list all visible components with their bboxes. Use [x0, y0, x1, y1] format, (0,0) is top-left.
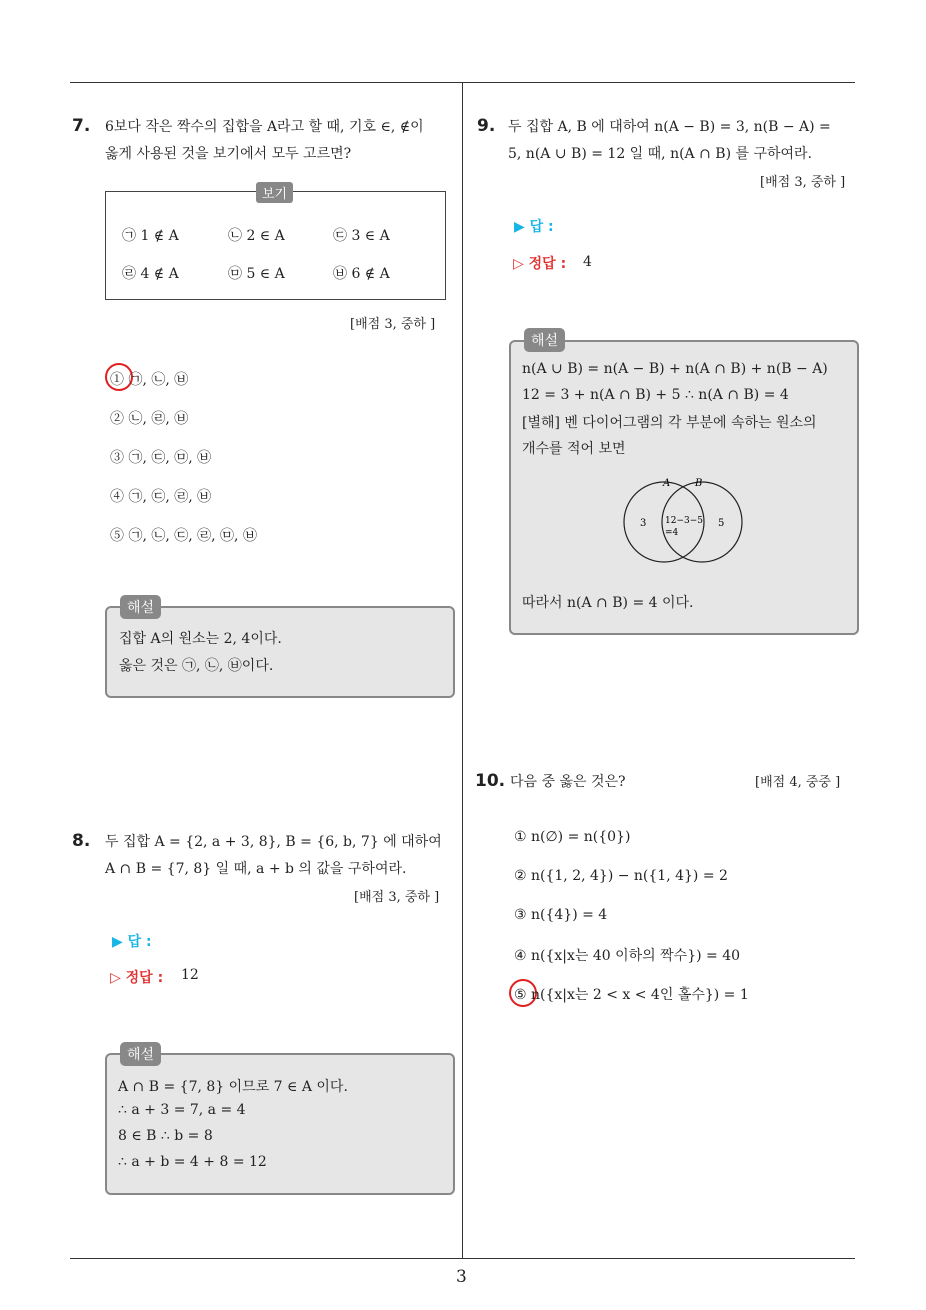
q9-text-line1: 두 집합 A, B 에 대하여 n(A − B) = 3, n(B − A) =: [508, 119, 831, 135]
q9-solution-line: 12 = 3 + n(A ∩ B) + 5 ∴ n(A ∩ B) = 4: [522, 387, 789, 403]
q9-answer-label: ▶ 답 :: [514, 219, 554, 235]
q8-text-line1: 두 집합 A = {2, a + 3, 8}, B = {6, b, 7} 에 대하여: [105, 834, 442, 850]
q7-example-item: ㉤ 5 ∈ A: [228, 266, 285, 282]
q8-text-line2: A ∩ B = {7, 8} 일 때, a + b 의 값을 구하여라.: [105, 861, 407, 877]
q9-score: [배점 3, 중하 ]: [760, 175, 846, 190]
q8-solution-line: ∴ a + 3 = 7, a = 4: [118, 1102, 246, 1118]
q7-example-item: ㉢ 3 ∈ A: [333, 228, 390, 244]
q7-text-line1: 6보다 작은 짝수의 집합을 A라고 할 때, 기호 ∈, ∉이: [105, 119, 424, 135]
q8-correct-label: ▷ 정답 :: [110, 970, 164, 986]
q9-conclusion: 따라서 n(A ∩ B) = 4 이다.: [522, 595, 694, 611]
q10-choice-1[interactable]: ① n(∅) = n({0}): [514, 829, 631, 845]
q7-choice-1[interactable]: ① ㉠, ㉡, ㉥: [110, 372, 189, 388]
q7-number: 7.: [72, 116, 91, 136]
q10-choice-4[interactable]: ④ n({x|x는 40 이하의 짝수}) = 40: [514, 948, 741, 964]
q7-choice-2[interactable]: ② ㉡, ㉣, ㉥: [110, 411, 189, 427]
q8-correct-value: 12: [181, 967, 199, 983]
q10-choice-5[interactable]: ⑤ n({x|x는 2 < x < 4인 홀수}) = 1: [514, 987, 749, 1003]
column-divider: [462, 83, 463, 1258]
q8-score: [배점 3, 중하 ]: [354, 890, 440, 905]
q10-number: 10.: [475, 771, 506, 791]
q7-solution-label: 해설: [120, 595, 161, 619]
venn-label-a: A: [663, 478, 671, 489]
q8-solution-label: 해설: [120, 1042, 161, 1066]
q8-number: 8.: [72, 831, 91, 851]
q9-text-line2: 5, n(A ∪ B) = 12 일 때, n(A ∩ B) 를 구하여라.: [508, 146, 813, 162]
q7-example-item: ㉡ 2 ∈ A: [228, 228, 285, 244]
q9-solution-line: n(A ∪ B) = n(A − B) + n(A ∩ B) + n(B − A): [522, 361, 828, 377]
q8-solution-line: ∴ a + b = 4 + 8 = 12: [118, 1154, 267, 1170]
venn-label-b: B: [695, 478, 703, 489]
q10-score: [배점 4, 중중 ]: [755, 775, 841, 790]
q7-example-item: ㉣ 4 ∉ A: [122, 266, 179, 282]
q7-text-line2: 옳게 사용된 것을 보기에서 모두 고르면?: [105, 146, 352, 162]
q10-choice-2[interactable]: ② n({1, 2, 4}) − n({1, 4}) = 2: [514, 868, 728, 884]
q9-number: 9.: [477, 116, 496, 136]
q8-solution-line: A ∩ B = {7, 8} 이므로 7 ∈ A 이다.: [118, 1079, 348, 1095]
q7-solution-line: 집합 A의 원소는 2, 4이다.: [119, 631, 282, 647]
q7-solution-box: [105, 606, 455, 698]
venn-middle-result: =4: [665, 528, 679, 538]
q7-choice-3[interactable]: ③ ㉠, ㉢, ㉤, ㉥: [110, 450, 212, 466]
q7-score: [배점 3, 중하 ]: [350, 317, 436, 332]
q9-solution-line: [별해] 벤 다이어그램의 각 부분에 속하는 원소의: [522, 415, 817, 431]
page-number: 3: [456, 1267, 467, 1287]
q7-solution-line: 옳은 것은 ㉠, ㉡, ㉥이다.: [119, 658, 274, 674]
q8-solution-box: [105, 1053, 455, 1195]
q9-correct-label: ▷ 정답 :: [513, 256, 567, 272]
venn-diagram: [620, 476, 750, 566]
q10-text: 다음 중 옳은 것은?: [510, 774, 626, 790]
q7-example-box: [105, 191, 446, 300]
venn-right-value: 5: [718, 518, 725, 529]
bottom-rule: [70, 1258, 855, 1259]
q9-solution-line: 개수를 적어 보면: [522, 441, 626, 457]
q7-example-item: ㉠ 1 ∉ A: [122, 228, 179, 244]
venn-middle-value: 12−3−5: [665, 516, 703, 526]
q9-solution-label: 해설: [524, 328, 565, 352]
q7-choice-4[interactable]: ④ ㉠, ㉢, ㉣, ㉥: [110, 489, 212, 505]
q10-choice-3[interactable]: ③ n({4}) = 4: [514, 907, 608, 923]
q9-correct-value: 4: [583, 254, 592, 270]
q7-example-item: ㉥ 6 ∉ A: [333, 266, 390, 282]
q7-choice-5[interactable]: ⑤ ㉠, ㉡, ㉢, ㉣, ㉤, ㉥: [110, 528, 257, 544]
q8-solution-line: 8 ∈ B ∴ b = 8: [118, 1128, 213, 1144]
venn-left-value: 3: [640, 518, 647, 529]
q7-example-label: 보기: [256, 182, 293, 203]
q8-answer-label: ▶ 답 :: [112, 934, 152, 950]
